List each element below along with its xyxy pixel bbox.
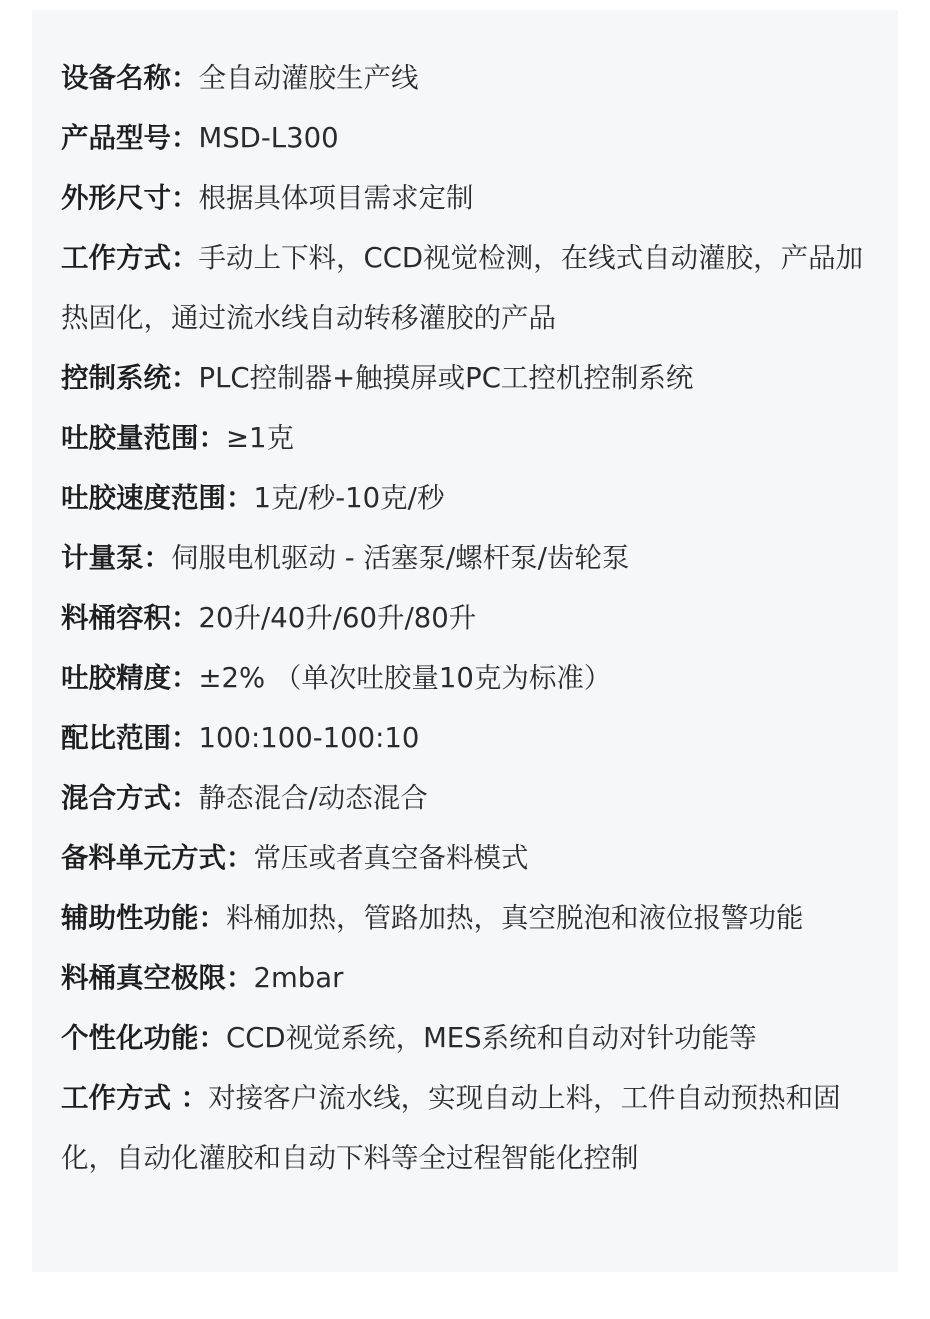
spec-row — [61, 528, 876, 588]
spec-label: 辅助性功能： — [61, 902, 226, 934]
spec-row — [61, 1008, 876, 1068]
spec-label: 吐胶精度： — [61, 662, 199, 694]
spec-row — [61, 1068, 876, 1188]
spec-label: 产品型号： — [61, 122, 199, 154]
spec-label: 计量泵： — [61, 542, 171, 574]
spec-label: 料桶容积： — [61, 602, 199, 634]
spec-value: 对接客户流水线，实现自动上料，工件自动预热和固化，自动化灌胶和自动下料等全过程智能化控制 — [61, 1082, 841, 1174]
spec-row — [61, 168, 876, 228]
spec-row — [61, 468, 876, 528]
spec-value: ±2% （单次吐胶量10克为标准） — [198, 662, 612, 694]
spec-row — [61, 48, 876, 108]
spec-row — [61, 108, 876, 168]
spec-label: 外形尺寸： — [61, 182, 199, 214]
spec-label: 料桶真空极限： — [61, 962, 254, 994]
spec-row — [61, 228, 876, 348]
spec-label: 混合方式： — [61, 782, 199, 814]
spec-value: PLC控制器+触摸屏或PC工控机控制系统 — [198, 362, 694, 394]
spec-label: 吐胶量范围： — [61, 422, 226, 454]
spec-value: 手动上下料，CCD视觉检测，在线式自动灌胶，产品加热固化，通过流水线自动转移灌胶的产品 — [61, 242, 864, 334]
spec-row — [61, 768, 876, 828]
spec-row — [61, 348, 876, 408]
spec-label: 工作方式 ： — [61, 1082, 209, 1114]
spec-value: 静态混合/动态混合 — [198, 782, 428, 814]
spec-row — [61, 948, 876, 1008]
spec-label: 备料单元方式： — [61, 842, 254, 874]
spec-row — [61, 648, 876, 708]
spec-label: 吐胶速度范围： — [61, 482, 254, 514]
spec-row — [61, 888, 876, 948]
spec-value: 伺服电机驱动 - 活塞泵/螺杆泵/齿轮泵 — [171, 542, 630, 574]
spec-value: 100:100-100:10 — [198, 722, 420, 754]
spec-label: 设备名称： — [61, 62, 199, 94]
spec-value: 1克/秒-10克/秒 — [253, 482, 445, 514]
spec-value: 根据具体项目需求定制 — [198, 182, 474, 214]
spec-value: MSD-L300 — [198, 122, 339, 154]
spec-value: ≥1克 — [226, 422, 295, 454]
spec-value: 20升/40升/60升/80升 — [198, 602, 477, 634]
spec-row — [61, 588, 876, 648]
spec-list — [61, 48, 876, 1188]
spec-label: 配比范围： — [61, 722, 199, 754]
spec-value: 全自动灌胶生产线 — [198, 62, 419, 94]
spec-value: 2mbar — [253, 962, 344, 994]
spec-row — [61, 828, 876, 888]
spec-value: 料桶加热，管路加热，真空脱泡和液位报警功能 — [226, 902, 804, 934]
spec-row — [61, 408, 876, 468]
spec-label: 个性化功能： — [61, 1022, 226, 1054]
spec-value: CCD视觉系统，MES系统和自动对针功能等 — [226, 1022, 757, 1054]
spec-label: 工作方式： — [61, 242, 199, 274]
spec-row — [61, 708, 876, 768]
spec-value: 常压或者真空备料模式 — [253, 842, 529, 874]
spec-label: 控制系统： — [61, 362, 199, 394]
